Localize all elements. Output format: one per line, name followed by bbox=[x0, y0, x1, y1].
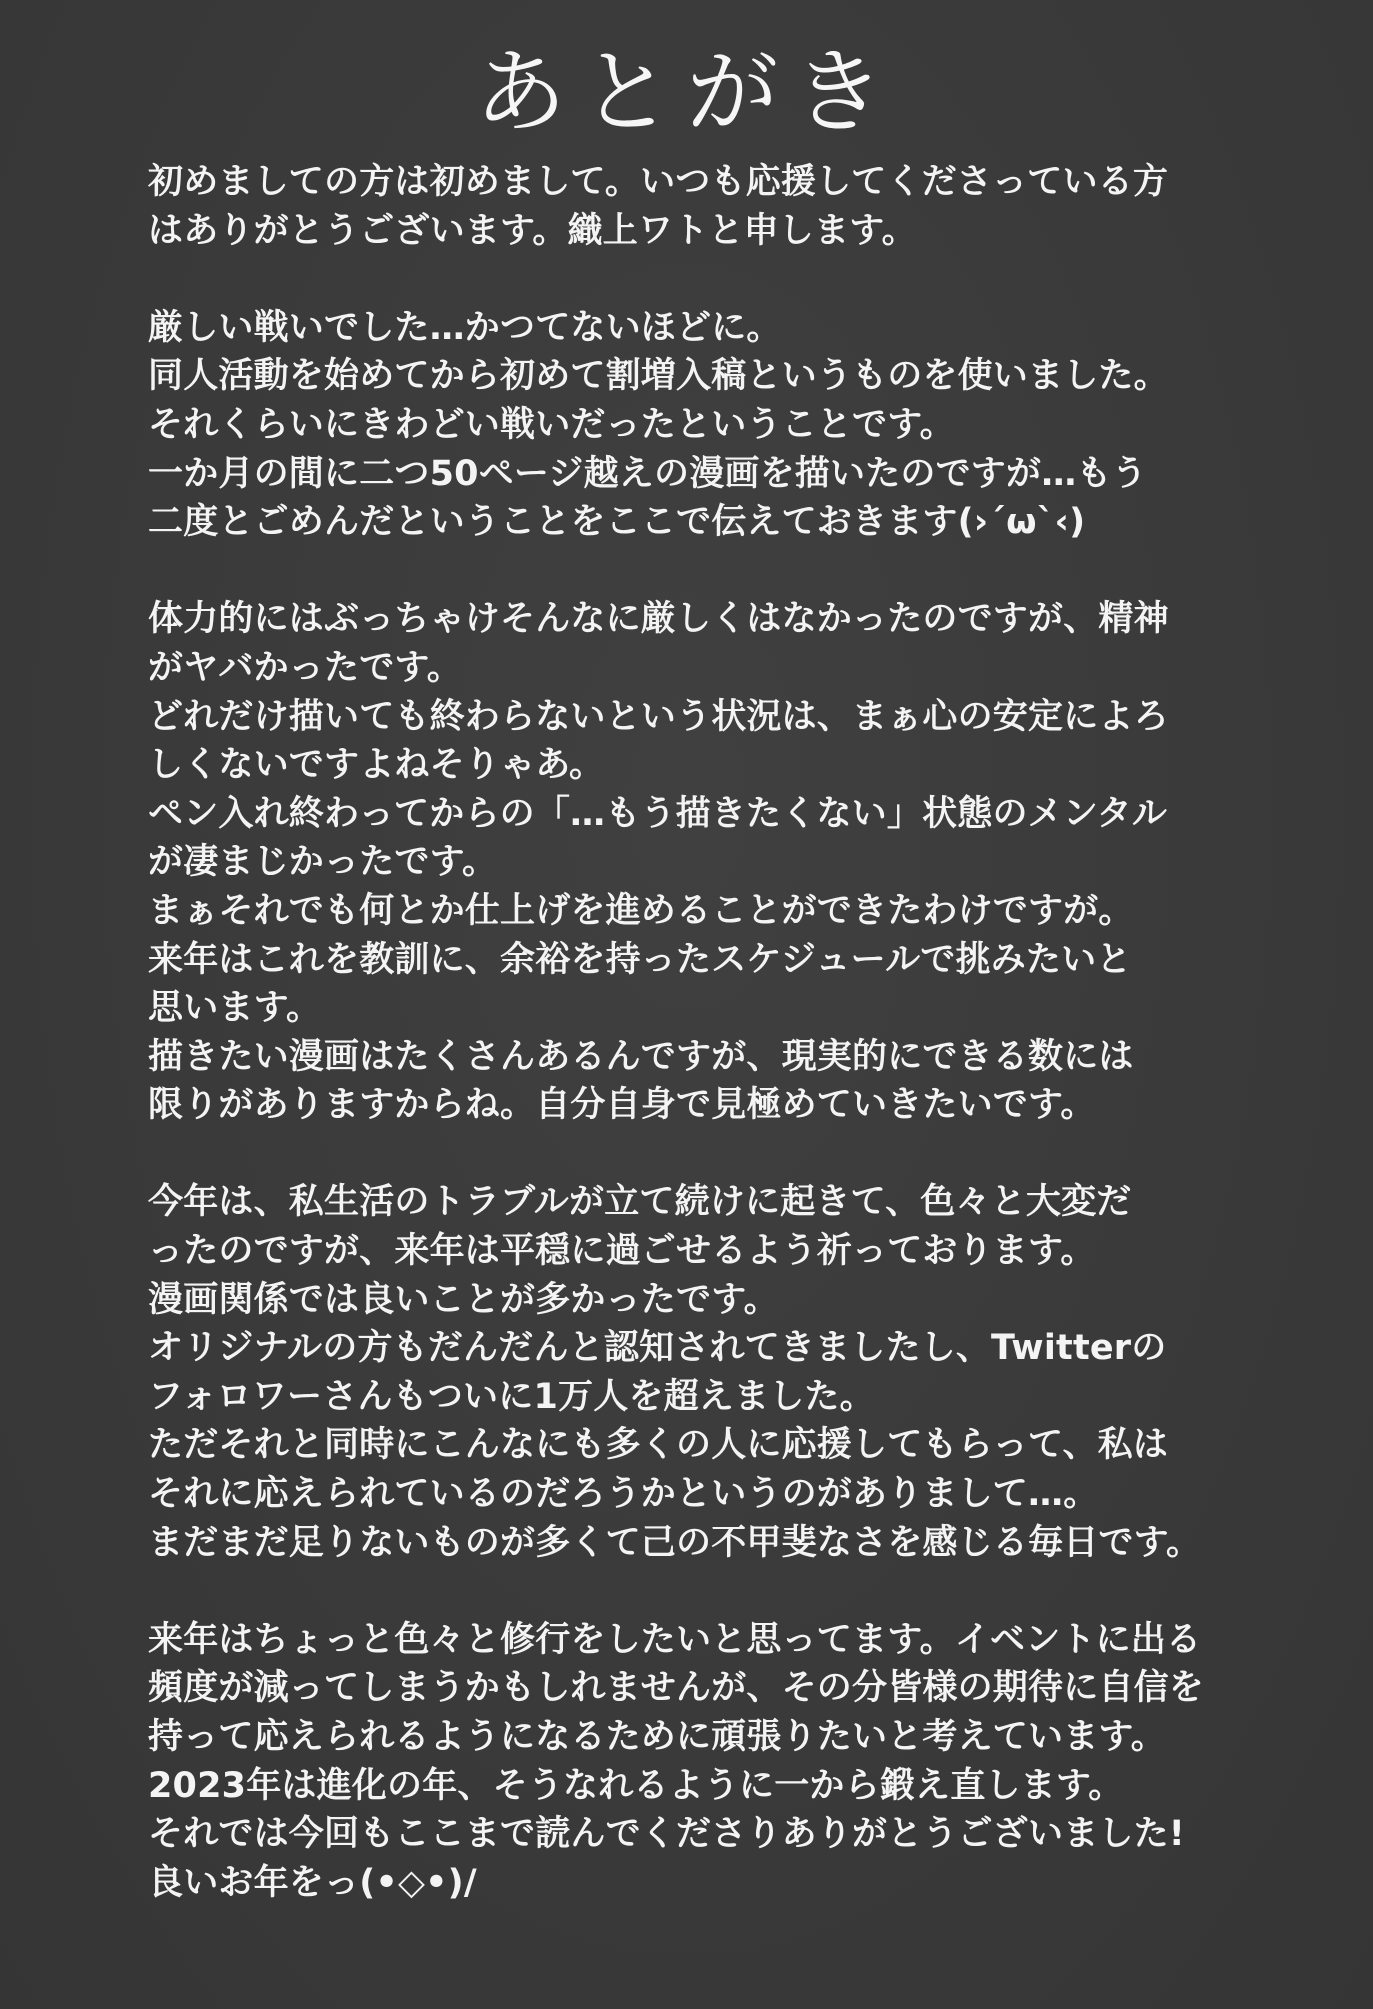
page-title: あとがき bbox=[474, 39, 899, 146]
paragraph bbox=[148, 304, 1258, 547]
text-line: それくらいにきわどい戦いだったということです。 bbox=[148, 404, 955, 445]
text-line: 限りがありますからね。自分自身で見極めていきたいです。 bbox=[148, 1085, 1096, 1126]
paragraph bbox=[148, 1616, 1258, 1908]
text-line: 思います。 bbox=[148, 988, 322, 1029]
text-line: 漫画関係では良いことが多かったです。 bbox=[148, 1279, 779, 1320]
text-line: オリジナルの方もだんだんと認知されてきましたし、Twitterの bbox=[148, 1328, 1167, 1369]
text-line: 2023年は進化の年、そうなれるように一から鍛え直します。 bbox=[148, 1765, 1124, 1806]
text-line: フォロワーさんもついに1万人を超えました。 bbox=[148, 1376, 875, 1417]
text-line: どれだけ描いても終わらないという状況は、まぁ心の安定によろ bbox=[148, 696, 1169, 737]
text-line: しくないですよねそりゃあ。 bbox=[148, 745, 605, 786]
text-line: ただそれと同時にこんなにも多くの人に応援してもらって、私は bbox=[148, 1425, 1169, 1466]
afterword-body bbox=[148, 158, 1258, 1907]
text-line: 体力的にはぶっちゃけそんなに厳しくはなかったのですが、精神 bbox=[148, 599, 1169, 640]
text-line: それでは今回もここまで読んでくださりありがとうございました! bbox=[148, 1814, 1185, 1855]
text-line: 厳しい戦いでした…かつてないほどに。 bbox=[148, 307, 782, 348]
text-line: 来年はこれを教訓に、余裕を持ったスケジュールで挑みたいと bbox=[148, 939, 1132, 980]
text-line: それに応えられているのだろうかというのがありまして…。 bbox=[148, 1474, 1099, 1515]
text-line: 今年は、私生活のトラブルが立て続けに起きて、色々と大変だ bbox=[148, 1182, 1132, 1223]
text-line: 二度とごめんだということをここで伝えておきます(›´ω`‹) bbox=[148, 502, 1086, 543]
text-line: が凄まじかったです。 bbox=[148, 842, 498, 883]
text-line: 同人活動を始めてから初めて割増入稿というものを使いました。 bbox=[148, 356, 1169, 397]
text-line: 頻度が減ってしまうかもしれませんが、その分皆様の期待に自信を bbox=[148, 1668, 1205, 1709]
text-line: 初めましての方は初めまして。いつも応援してくださっている方 bbox=[148, 162, 1169, 202]
paragraph bbox=[148, 158, 1258, 255]
text-line: はありがとうございます。織上ワトと申します。 bbox=[148, 210, 917, 251]
text-line: まぁそれでも何とか仕上げを進めることができたわけですが。 bbox=[148, 890, 1134, 931]
text-line: 描きたい漫画はたくさんあるんですが、現実的にできる数には bbox=[148, 1036, 1134, 1077]
text-line: 良いお年をっ(•◇•)/ bbox=[148, 1862, 477, 1903]
text-line: 一か月の間に二つ50ページ越えの漫画を描いたのですが…もう bbox=[148, 453, 1147, 494]
text-line: ペン入れ終わってからの「…もう描きたくない」状態のメンタル bbox=[148, 793, 1168, 834]
text-line: 持って応えられるようになるために頑張りたいと考えています。 bbox=[148, 1717, 1167, 1757]
text-line: 来年はちょっと色々と修行をしたいと思ってます。イベントに出る bbox=[148, 1619, 1202, 1660]
text-line: まだまだ足りないものが多くて己の不甲斐なさを感じる毎日です。 bbox=[148, 1522, 1202, 1563]
paragraph bbox=[148, 595, 1258, 1130]
text-line: がヤバかったです。 bbox=[148, 647, 463, 688]
text-line: ったのですが、来年は平穏に過ごせるよう祈っております。 bbox=[148, 1231, 1096, 1272]
paragraph bbox=[148, 1178, 1258, 1567]
